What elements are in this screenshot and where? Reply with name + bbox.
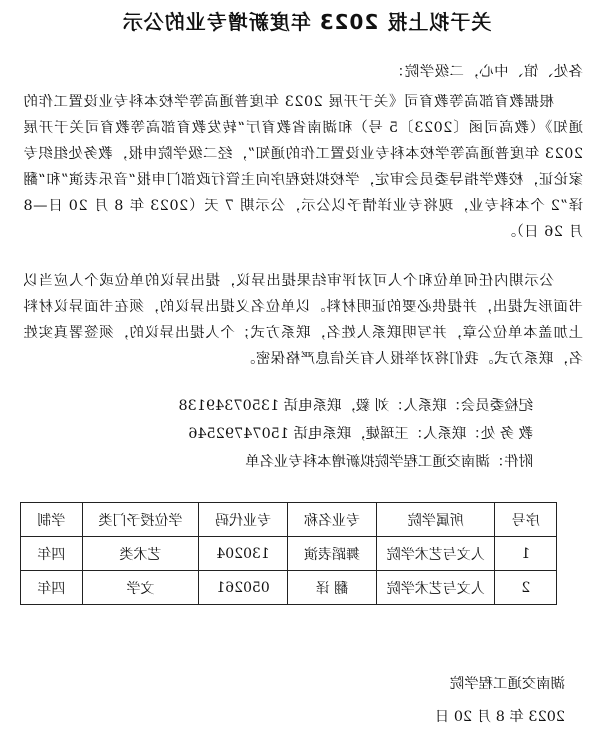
attachment-note: 附件：湖南交通工程学院拟新增本科专业名单 [245,454,533,470]
cell-major: 翻 译 [287,571,376,605]
cell-college: 人文与艺术学院 [376,537,494,571]
cell-years: 四年 [21,571,83,605]
cell-seq: 1 [495,537,557,571]
document-title: 关于拟上报 2023 年度新增专业的公示 [121,10,492,34]
header-years: 学制 [21,503,83,537]
contact-list [13,392,533,476]
header-college: 所属学院 [376,503,494,537]
salutation: 各处、馆、中心，二级学院： [389,64,583,80]
cell-major: 舞蹈表演 [287,537,376,571]
cell-seq: 2 [495,571,557,605]
cell-college: 人文与艺术学院 [376,571,494,605]
contact-discipline-committee: 纪检委员会：联系人：刘 毅，联系电话 13507349138 [178,398,533,414]
cell-years: 四年 [21,537,83,571]
contact-academic-affairs: 教 务 处：联系人：王瑶婕，联系电话 15074792546 [188,426,533,442]
cell-code: 130204 [199,537,288,571]
table-row [21,537,557,571]
header-code: 专业代码 [199,503,288,537]
majors-table [20,502,557,605]
cell-degree-type: 艺术类 [82,537,199,571]
cell-degree-type: 文学 [82,571,199,605]
paragraph-objection: 公示期内任何单位和个人可对评审结果提出异议，提出异议的单位或个人应当以书面形式提出，并提供必要的证明材料。以单位名义提出异议的，须在书面异议材料上加盖本单位公章，并写明联系人姓名，联系方式；个人提出异议的，须签署真实姓名，联系方式。我们将对举报人有关信息严格保密。 [23,273,583,367]
paragraph-notice: 根据教育部高等教育司《关于开展 2023 年度普通高等学校本科专业设置工作的通知》（教高司函〔2023〕5 号）和湖南省教育厅“转发教育部高等教育司关于开展 2023 年度普通高等学校本科专业设置工作的通知”，经二级学院申报，教务处组织专家论证，校教学指导委员会审定，学校拟按程序向主管行政部门申报“音乐表演”和“翻译”2 个本科专业，现将专业详情予以公示，公示期 7 天（2023 年 8 月 20 日—8 月 26 日）。 [23,94,583,240]
header-major: 专业名称 [287,503,376,537]
signature-org: 湖南交通工程学院 [449,676,565,692]
header-seq: 序号 [495,503,557,537]
header-degree-type: 学位授予门类 [82,503,199,537]
table-header-row [21,503,557,537]
cell-code: 050261 [199,571,288,605]
signature-date: 2023 年 8 月 20 日 [434,709,565,725]
table-row [21,571,557,605]
